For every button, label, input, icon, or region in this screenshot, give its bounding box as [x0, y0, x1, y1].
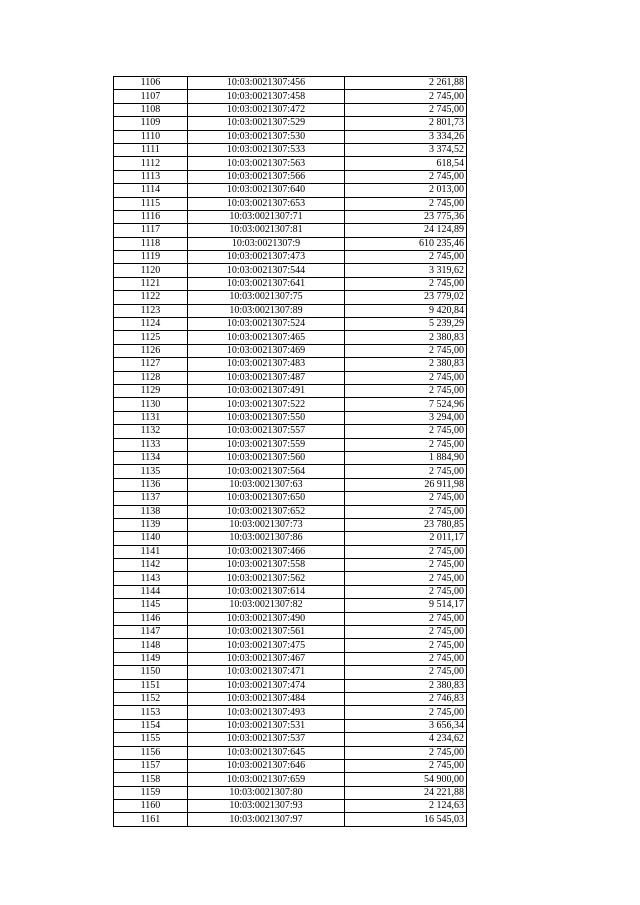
amount-cell: 2 745,00 — [345, 465, 467, 478]
row-number-cell: 1142 — [114, 559, 188, 572]
cadastral-number-cell: 10:03:0021307:522 — [188, 398, 345, 411]
amount-cell: 2 746,83 — [345, 692, 467, 705]
row-number-cell: 1129 — [114, 384, 188, 397]
row-number-cell: 1130 — [114, 398, 188, 411]
cadastral-number-cell: 10:03:0021307:483 — [188, 358, 345, 371]
cadastral-number-cell: 10:03:0021307:491 — [188, 384, 345, 397]
amount-cell: 4 234,62 — [345, 733, 467, 746]
table-row — [114, 800, 467, 813]
amount-cell: 2 745,00 — [345, 639, 467, 652]
row-number-cell: 1152 — [114, 692, 188, 705]
amount-cell: 2 745,00 — [345, 559, 467, 572]
cadastral-number-cell: 10:03:0021307:80 — [188, 786, 345, 799]
table-row — [114, 813, 467, 826]
amount-cell: 2 745,00 — [345, 652, 467, 665]
amount-cell: 2 380,83 — [345, 331, 467, 344]
cadastral-number-cell: 10:03:0021307:81 — [188, 224, 345, 237]
amount-cell: 9 420,84 — [345, 304, 467, 317]
row-number-cell: 1107 — [114, 90, 188, 103]
amount-cell: 2 745,00 — [345, 384, 467, 397]
cadastral-number-cell: 10:03:0021307:467 — [188, 652, 345, 665]
amount-cell: 2 745,00 — [345, 277, 467, 290]
cadastral-number-cell: 10:03:0021307:458 — [188, 90, 345, 103]
amount-cell: 2 261,88 — [345, 77, 467, 90]
amount-cell: 610 235,46 — [345, 237, 467, 250]
amount-cell: 24 124,89 — [345, 224, 467, 237]
amount-cell: 2 745,00 — [345, 170, 467, 183]
cadastral-number-cell: 10:03:0021307:475 — [188, 639, 345, 652]
amount-cell: 2 745,00 — [345, 197, 467, 210]
cadastral-number-cell: 10:03:0021307:563 — [188, 157, 345, 170]
amount-cell: 23 775,36 — [345, 210, 467, 223]
row-number-cell: 1160 — [114, 800, 188, 813]
table-row — [114, 143, 467, 156]
row-number-cell: 1134 — [114, 451, 188, 464]
cadastral-number-cell: 10:03:0021307:533 — [188, 143, 345, 156]
table-row — [114, 170, 467, 183]
row-number-cell: 1117 — [114, 224, 188, 237]
row-number-cell: 1159 — [114, 786, 188, 799]
amount-cell: 26 911,98 — [345, 478, 467, 491]
row-number-cell: 1111 — [114, 143, 188, 156]
row-number-cell: 1138 — [114, 505, 188, 518]
row-number-cell: 1122 — [114, 291, 188, 304]
row-number-cell: 1133 — [114, 438, 188, 451]
row-number-cell: 1145 — [114, 599, 188, 612]
amount-cell: 9 514,17 — [345, 599, 467, 612]
row-number-cell: 1113 — [114, 170, 188, 183]
cadastral-number-cell: 10:03:0021307:537 — [188, 733, 345, 746]
table-row — [114, 451, 467, 464]
row-number-cell: 1116 — [114, 210, 188, 223]
amount-cell: 2 013,00 — [345, 184, 467, 197]
table-row — [114, 733, 467, 746]
row-number-cell: 1146 — [114, 612, 188, 625]
cadastral-number-cell: 10:03:0021307:529 — [188, 117, 345, 130]
amount-cell: 2 801,73 — [345, 117, 467, 130]
amount-cell: 23 779,02 — [345, 291, 467, 304]
row-number-cell: 1112 — [114, 157, 188, 170]
amount-cell: 5 239,29 — [345, 318, 467, 331]
amount-cell: 3 319,62 — [345, 264, 467, 277]
row-number-cell: 1109 — [114, 117, 188, 130]
table-row — [114, 157, 467, 170]
row-number-cell: 1149 — [114, 652, 188, 665]
table-row — [114, 411, 467, 424]
amount-cell: 3 374,52 — [345, 143, 467, 156]
amount-cell: 2 380,83 — [345, 358, 467, 371]
cadastral-number-cell: 10:03:0021307:474 — [188, 679, 345, 692]
table-row — [114, 103, 467, 116]
amount-cell: 2 380,83 — [345, 679, 467, 692]
cadastral-number-cell: 10:03:0021307:566 — [188, 170, 345, 183]
row-number-cell: 1139 — [114, 518, 188, 531]
amount-cell: 2 745,00 — [345, 371, 467, 384]
row-number-cell: 1126 — [114, 344, 188, 357]
table-row — [114, 572, 467, 585]
row-number-cell: 1151 — [114, 679, 188, 692]
cadastral-number-cell: 10:03:0021307:82 — [188, 599, 345, 612]
cadastral-number-cell: 10:03:0021307:63 — [188, 478, 345, 491]
cadastral-number-cell: 10:03:0021307:550 — [188, 411, 345, 424]
table-row — [114, 679, 467, 692]
cadastral-number-cell: 10:03:0021307:641 — [188, 277, 345, 290]
cadastral-number-cell: 10:03:0021307:471 — [188, 666, 345, 679]
amount-cell: 618,54 — [345, 157, 467, 170]
row-number-cell: 1143 — [114, 572, 188, 585]
cadastral-number-cell: 10:03:0021307:557 — [188, 425, 345, 438]
row-number-cell: 1153 — [114, 706, 188, 719]
table-row — [114, 692, 467, 705]
amount-cell: 2 745,00 — [345, 90, 467, 103]
amount-cell: 3 656,34 — [345, 719, 467, 732]
table-row — [114, 478, 467, 491]
table-row — [114, 599, 467, 612]
row-number-cell: 1148 — [114, 639, 188, 652]
cadastral-number-cell: 10:03:0021307:469 — [188, 344, 345, 357]
cadastral-number-cell: 10:03:0021307:558 — [188, 559, 345, 572]
table-row — [114, 251, 467, 264]
amount-cell: 54 900,00 — [345, 773, 467, 786]
table-row — [114, 77, 467, 90]
amount-cell: 16 545,03 — [345, 813, 467, 826]
cadastral-number-cell: 10:03:0021307:544 — [188, 264, 345, 277]
row-number-cell: 1155 — [114, 733, 188, 746]
row-number-cell: 1137 — [114, 492, 188, 505]
table-row — [114, 277, 467, 290]
table-row — [114, 532, 467, 545]
row-number-cell: 1132 — [114, 425, 188, 438]
row-number-cell: 1114 — [114, 184, 188, 197]
table-row — [114, 318, 467, 331]
cadastral-number-cell: 10:03:0021307:490 — [188, 612, 345, 625]
amount-cell: 2 745,00 — [345, 251, 467, 264]
table-row — [114, 90, 467, 103]
amount-cell: 1 884,90 — [345, 451, 467, 464]
amount-cell: 24 221,88 — [345, 786, 467, 799]
row-number-cell: 1128 — [114, 371, 188, 384]
row-number-cell: 1144 — [114, 585, 188, 598]
table-row — [114, 652, 467, 665]
row-number-cell: 1123 — [114, 304, 188, 317]
table-row — [114, 465, 467, 478]
cadastral-number-cell: 10:03:0021307:652 — [188, 505, 345, 518]
table-row — [114, 612, 467, 625]
table-row — [114, 759, 467, 772]
cadastral-number-cell: 10:03:0021307:93 — [188, 800, 345, 813]
table-row — [114, 304, 467, 317]
table-row — [114, 518, 467, 531]
table-row — [114, 130, 467, 143]
cadastral-number-cell: 10:03:0021307:531 — [188, 719, 345, 732]
row-number-cell: 1135 — [114, 465, 188, 478]
table-row — [114, 719, 467, 732]
table-row — [114, 210, 467, 223]
cadastral-number-cell: 10:03:0021307:9 — [188, 237, 345, 250]
amount-cell: 2 745,00 — [345, 626, 467, 639]
cadastral-number-cell: 10:03:0021307:614 — [188, 585, 345, 598]
table-row — [114, 746, 467, 759]
amount-cell: 2 745,00 — [345, 585, 467, 598]
table-row — [114, 545, 467, 558]
row-number-cell: 1108 — [114, 103, 188, 116]
table-row — [114, 224, 467, 237]
row-number-cell: 1136 — [114, 478, 188, 491]
row-number-cell: 1141 — [114, 545, 188, 558]
cadastral-number-cell: 10:03:0021307:493 — [188, 706, 345, 719]
cadastral-number-cell: 10:03:0021307:473 — [188, 251, 345, 264]
row-number-cell: 1147 — [114, 626, 188, 639]
table-row — [114, 559, 467, 572]
data-table — [113, 76, 467, 827]
table-row — [114, 639, 467, 652]
cadastral-number-cell: 10:03:0021307:86 — [188, 532, 345, 545]
cadastral-number-cell: 10:03:0021307:71 — [188, 210, 345, 223]
amount-cell: 2 124,63 — [345, 800, 467, 813]
row-number-cell: 1150 — [114, 666, 188, 679]
amount-cell: 2 745,00 — [345, 425, 467, 438]
amount-cell: 3 294,00 — [345, 411, 467, 424]
table-row — [114, 585, 467, 598]
table-row — [114, 773, 467, 786]
row-number-cell: 1120 — [114, 264, 188, 277]
row-number-cell: 1161 — [114, 813, 188, 826]
amount-cell: 2 745,00 — [345, 545, 467, 558]
row-number-cell: 1125 — [114, 331, 188, 344]
row-number-cell: 1115 — [114, 197, 188, 210]
amount-cell: 3 334,26 — [345, 130, 467, 143]
table-row — [114, 358, 467, 371]
row-number-cell: 1119 — [114, 251, 188, 264]
row-number-cell: 1127 — [114, 358, 188, 371]
cadastral-number-cell: 10:03:0021307:75 — [188, 291, 345, 304]
cadastral-number-cell: 10:03:0021307:559 — [188, 438, 345, 451]
cadastral-number-cell: 10:03:0021307:456 — [188, 77, 345, 90]
amount-cell: 2 745,00 — [345, 344, 467, 357]
amount-cell: 2 745,00 — [345, 746, 467, 759]
table-row — [114, 505, 467, 518]
row-number-cell: 1121 — [114, 277, 188, 290]
cadastral-number-cell: 10:03:0021307:564 — [188, 465, 345, 478]
row-number-cell: 1158 — [114, 773, 188, 786]
cadastral-number-cell: 10:03:0021307:89 — [188, 304, 345, 317]
cadastral-number-cell: 10:03:0021307:484 — [188, 692, 345, 705]
row-number-cell: 1110 — [114, 130, 188, 143]
table-row — [114, 344, 467, 357]
table-row — [114, 425, 467, 438]
row-number-cell: 1154 — [114, 719, 188, 732]
row-number-cell: 1140 — [114, 532, 188, 545]
cadastral-number-cell: 10:03:0021307:650 — [188, 492, 345, 505]
table-row — [114, 237, 467, 250]
amount-cell: 2 011,17 — [345, 532, 467, 545]
amount-cell: 2 745,00 — [345, 759, 467, 772]
table-row — [114, 384, 467, 397]
table-row — [114, 626, 467, 639]
cadastral-number-cell: 10:03:0021307:640 — [188, 184, 345, 197]
cadastral-number-cell: 10:03:0021307:530 — [188, 130, 345, 143]
amount-cell: 2 745,00 — [345, 706, 467, 719]
cadastral-number-cell: 10:03:0021307:465 — [188, 331, 345, 344]
row-number-cell: 1124 — [114, 318, 188, 331]
amount-cell: 2 745,00 — [345, 572, 467, 585]
table-row — [114, 398, 467, 411]
cadastral-number-cell: 10:03:0021307:561 — [188, 626, 345, 639]
table-row — [114, 184, 467, 197]
amount-cell: 7 524,96 — [345, 398, 467, 411]
cadastral-number-cell: 10:03:0021307:73 — [188, 518, 345, 531]
table-row — [114, 117, 467, 130]
cadastral-number-cell: 10:03:0021307:659 — [188, 773, 345, 786]
amount-cell: 23 780,85 — [345, 518, 467, 531]
row-number-cell: 1157 — [114, 759, 188, 772]
cadastral-number-cell: 10:03:0021307:653 — [188, 197, 345, 210]
cadastral-number-cell: 10:03:0021307:646 — [188, 759, 345, 772]
table-body — [114, 77, 467, 827]
cadastral-number-cell: 10:03:0021307:560 — [188, 451, 345, 464]
cadastral-number-cell: 10:03:0021307:487 — [188, 371, 345, 384]
cadastral-number-cell: 10:03:0021307:562 — [188, 572, 345, 585]
table-row — [114, 197, 467, 210]
amount-cell: 2 745,00 — [345, 103, 467, 116]
table-row — [114, 786, 467, 799]
table-row — [114, 331, 467, 344]
table-row — [114, 438, 467, 451]
table-row — [114, 291, 467, 304]
row-number-cell: 1156 — [114, 746, 188, 759]
row-number-cell: 1106 — [114, 77, 188, 90]
table-row — [114, 492, 467, 505]
cadastral-number-cell: 10:03:0021307:472 — [188, 103, 345, 116]
amount-cell: 2 745,00 — [345, 666, 467, 679]
row-number-cell: 1118 — [114, 237, 188, 250]
row-number-cell: 1131 — [114, 411, 188, 424]
table-row — [114, 666, 467, 679]
cadastral-number-cell: 10:03:0021307:524 — [188, 318, 345, 331]
amount-cell: 2 745,00 — [345, 612, 467, 625]
amount-cell: 2 745,00 — [345, 505, 467, 518]
table-row — [114, 371, 467, 384]
cadastral-number-cell: 10:03:0021307:466 — [188, 545, 345, 558]
amount-cell: 2 745,00 — [345, 492, 467, 505]
table-row — [114, 706, 467, 719]
cadastral-number-cell: 10:03:0021307:97 — [188, 813, 345, 826]
table-row — [114, 264, 467, 277]
cadastral-number-cell: 10:03:0021307:645 — [188, 746, 345, 759]
amount-cell: 2 745,00 — [345, 438, 467, 451]
